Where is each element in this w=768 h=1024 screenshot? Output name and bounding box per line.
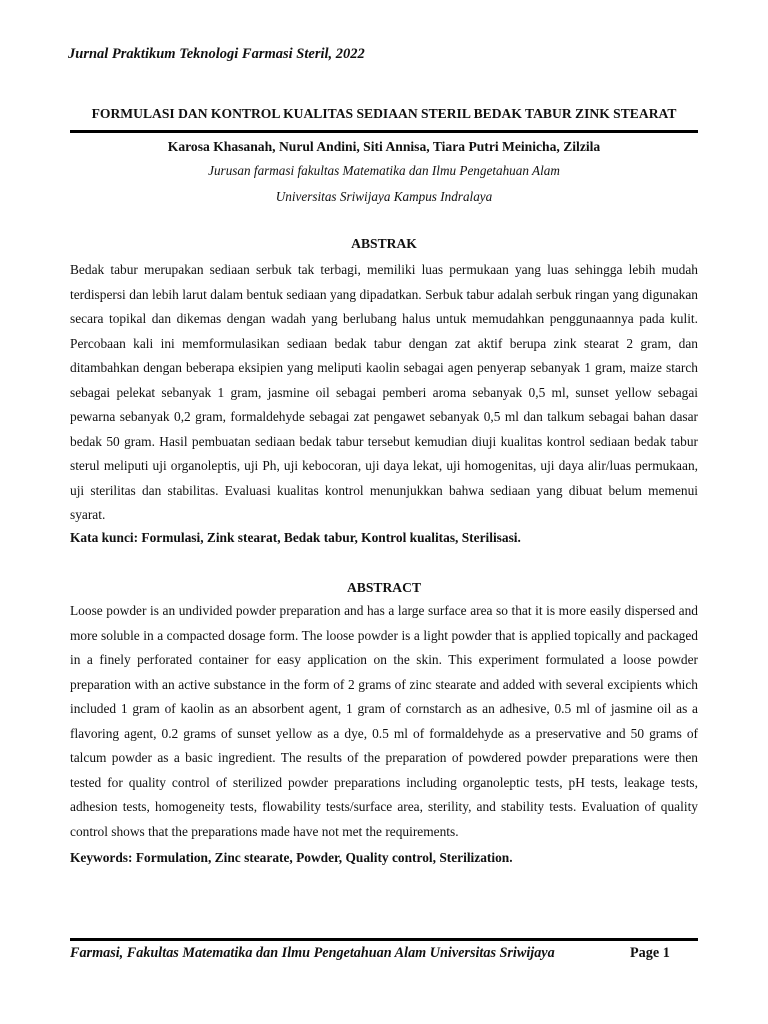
author-list: Karosa Khasanah, Nurul Andini, Siti Annisa, Tiara Putri Meinicha, Zilzila [167, 139, 601, 154]
footer-institution: Farmasi, Fakultas Matematika dan Ilmu Pengetahuan Alam Universitas Sriwijaya [70, 945, 555, 961]
affiliation-university: Universitas Sriwijaya Kampus Indralaya [275, 189, 493, 204]
abstrak-body: Bedak tabur merupakan sediaan serbuk tak terbagi, memiliki luas permukaan yang luas sehingga lebih mudah terdispersi dan lebih larut dalam bentuk sediaan yang dipadatkan. Serbuk tabur adalah serbuk ringan yang digunakan secara topikal dan dikemas dengan wadah yang berlubang halus untuk memudahkan penggunaannya pada kulit. Percobaan kali ini memformulasikan sediaan bedak tabur dengan zat aktif berupa zink stearat 2 gram, dan ditambahkan dengan beberapa eksipien yang meliputi kaolin sebagai agen penyerap sebanyak 1 gram, maize starch sebagai pelekat sebanyak 1 gram, jasmine oil sebagai pemberi aroma sebanyak 0,5 ml, sunset yellow sebagai pewarna sebanyak 0,2 gram, formaldehyde sebagai zat pengawet sebanyak 0,5 ml dan talkum sebagai bahan dasar bedak 50 gram. Hasil pembuatan sediaan bedak tabur tersebut kemudian diuji kualitas kontrol sediaan bedak tabur sterul meliputi uji organoleptis, uji Ph, uji kebocoran, uji daya lekat, uji homogenitas, uji daya alir/luas permukaan, uji sterilitas dan stabilitas. Evaluasi kualitas kontrol menunjukkan bahwa sediaan yang dibuat belum memenui syarat. [70, 262, 698, 522]
paper-title: FORMULASI DAN KONTROL KUALITAS SEDIAAN STERIL BEDAK TABUR ZINK STEARAT [91, 106, 677, 121]
kata-kunci: Kata kunci: Formulasi, Zink stearat, Bedak tabur, Kontrol kualitas, Sterilisasi. [70, 530, 521, 545]
journal-header: Jurnal Praktikum Teknologi Farmasi Steril, 2022 [68, 46, 365, 62]
abstract-body: Loose powder is an undivided powder preparation and has a large surface area so that it is more easily dispersed and more soluble in a compacted dosage form. The loose powder is a light powder that is applied topically and packaged in a finely perforated container for easy application on the skin. This experiment formulated a loose powder preparation with an active substance in the form of 2 grams of zinc stearate and added with several excipients which included 1 gram of kaolin as an absorbent agent, 1 gram of cornstarch as an adhesive, 0.5 ml of jasmine oil as a flavoring agent, 0.2 grams of sunset yellow as a dye, 0.5 ml of formaldehyde as a preservative and 50 grams of talcum powder as a basic ingredient. The results of the preparation of powdered powder preparations were then tested for quality control of sterilized powder preparations including organoleptic tests, pH tests, leakage tests, adhesion tests, homogeneity tests, flowability tests/surface area, sterility, and stability tests. Evaluation of quality control shows that the preparations made have not met the requirements. [70, 603, 698, 839]
keywords-english: Keywords: Formulation, Zinc stearate, Powder, Quality control, Sterilization. [70, 850, 513, 865]
page-number: Page 1 [630, 945, 670, 961]
footer-divider [70, 938, 698, 941]
affiliation-department: Jurusan farmasi fakultas Matematika dan Ilmu Pengetahuan Alam [208, 163, 560, 178]
abstract-heading: ABSTRACT [346, 580, 422, 595]
title-divider [70, 130, 698, 133]
abstrak-heading: ABSTRAK [351, 236, 417, 251]
